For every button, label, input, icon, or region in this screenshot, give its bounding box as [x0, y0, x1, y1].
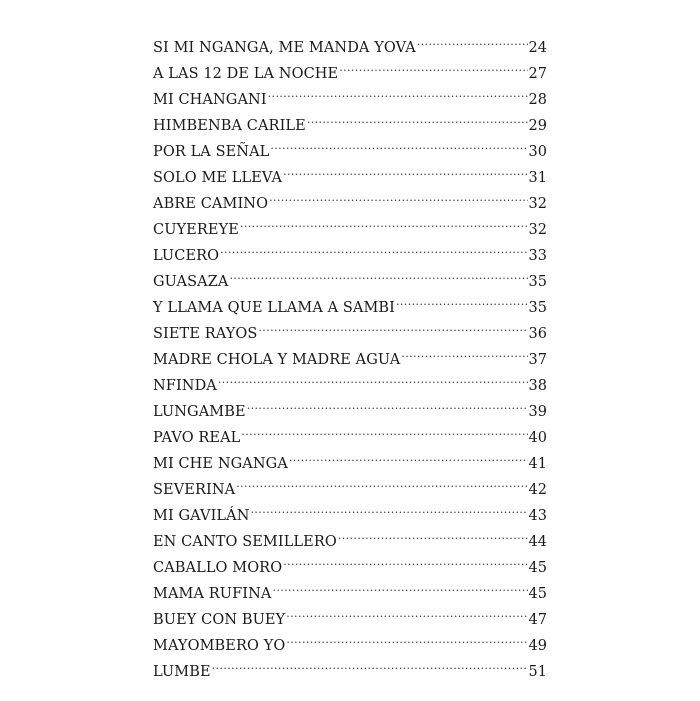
- toc-entry-page: 28: [528, 92, 547, 108]
- toc-leader-dots: [286, 624, 527, 650]
- toc-leader-dots: [270, 130, 527, 156]
- toc-entry-page: 33: [528, 248, 547, 264]
- toc-entry-title: EN CANTO SEMILLERO: [153, 534, 337, 550]
- toc-entry-title: MI CHANGANI: [153, 92, 267, 108]
- toc-entry-title: LUNGAMBE: [153, 404, 246, 420]
- toc-entry-page: 38: [528, 378, 547, 394]
- toc-entry-page: 37: [528, 352, 547, 368]
- toc-entry-page: 30: [528, 144, 547, 160]
- toc-entry-title: Y LLAMA QUE LLAMA A SAMBI: [153, 300, 396, 316]
- toc-entry[interactable]: [153, 650, 547, 680]
- toc-leader-dots: [283, 546, 527, 572]
- toc-entry-page: 36: [528, 326, 547, 342]
- toc-entry-page: 39: [528, 404, 547, 420]
- toc-entry-page: 27: [528, 66, 547, 82]
- toc-entry-title: POR LA SEÑAL: [153, 144, 270, 160]
- toc-entry-page: 51: [528, 664, 547, 680]
- toc-leader-dots: [247, 390, 528, 416]
- toc-entry-title: CUYEREYE: [153, 222, 239, 238]
- toc-entry-title: A LAS 12 DE LA NOCHE: [153, 66, 339, 82]
- toc-entry-title: PAVO REAL: [153, 430, 241, 446]
- toc-entry-page: 29: [528, 118, 547, 134]
- toc-entry-title: LUMBE: [153, 664, 211, 680]
- toc-leader-dots: [269, 182, 527, 208]
- toc-entry-page: 31: [528, 170, 547, 186]
- toc-entry-page: 35: [528, 300, 547, 316]
- toc-entry-title: GUASAZA: [153, 274, 229, 290]
- toc-leader-dots: [240, 208, 528, 234]
- toc-entry-page: 32: [528, 222, 547, 238]
- toc-leader-dots: [258, 312, 527, 338]
- toc-entry[interactable]: [153, 26, 547, 56]
- toc-entry-title: MAYOMBERO YO: [153, 638, 286, 654]
- toc-leader-dots: [338, 520, 528, 546]
- toc-entry-page: 40: [528, 430, 547, 446]
- toc-entry-page: 47: [528, 612, 547, 628]
- toc-entry-title: NFINDA: [153, 378, 217, 394]
- toc-entry-page: 35: [528, 274, 547, 290]
- toc-leader-dots: [289, 442, 528, 468]
- toc-entry-page: 49: [528, 638, 547, 654]
- toc-entry-title: LUCERO: [153, 248, 220, 264]
- toc-leader-dots: [268, 78, 528, 104]
- toc-entry-page: 42: [528, 482, 547, 498]
- toc-entry-title: MADRE CHOLA Y MADRE AGUA: [153, 352, 401, 368]
- toc-leader-dots: [417, 26, 528, 52]
- toc-entry-page: 45: [528, 560, 547, 576]
- toc-leader-dots: [283, 156, 527, 182]
- toc-leader-dots: [251, 494, 528, 520]
- toc-leader-dots: [286, 598, 527, 624]
- toc-entry-page: 24: [528, 40, 547, 56]
- toc-leader-dots: [339, 52, 527, 78]
- toc-leader-dots: [220, 234, 527, 260]
- toc-entry-title: MI CHE NGANGA: [153, 456, 288, 472]
- toc-leader-dots: [307, 104, 528, 130]
- toc-entry-title: HIMBENBA CARILE: [153, 118, 306, 134]
- toc-leader-dots: [212, 650, 528, 676]
- toc-leader-dots: [272, 572, 527, 598]
- toc-leader-dots: [229, 260, 527, 286]
- toc-entry-title: ABRE CAMINO: [153, 196, 269, 212]
- toc-entry-page: 44: [528, 534, 547, 550]
- toc-leader-dots: [241, 416, 527, 442]
- toc-leader-dots: [236, 468, 527, 494]
- toc-entry-title: BUEY CON BUEY: [153, 612, 286, 628]
- table-of-contents: [153, 26, 547, 680]
- toc-entry-title: SI MI NGANGA, ME MANDA YOVA: [153, 40, 416, 56]
- toc-entry-page: 43: [528, 508, 547, 524]
- toc-entry-page: 45: [528, 586, 547, 602]
- toc-entry-title: CABALLO MORO: [153, 560, 283, 576]
- toc-entry-title: SIETE RAYOS: [153, 326, 258, 342]
- toc-leader-dots: [396, 286, 528, 312]
- toc-leader-dots: [218, 364, 528, 390]
- toc-entry-title: SOLO ME LLEVA: [153, 170, 283, 186]
- toc-entry-title: MI GAVILÁN: [153, 508, 250, 524]
- toc-entry-page: 41: [528, 456, 547, 472]
- toc-entry-title: SEVERINA: [153, 482, 236, 498]
- toc-leader-dots: [401, 338, 527, 364]
- toc-entry-title: MAMA RUFINA: [153, 586, 272, 602]
- toc-entry-page: 32: [528, 196, 547, 212]
